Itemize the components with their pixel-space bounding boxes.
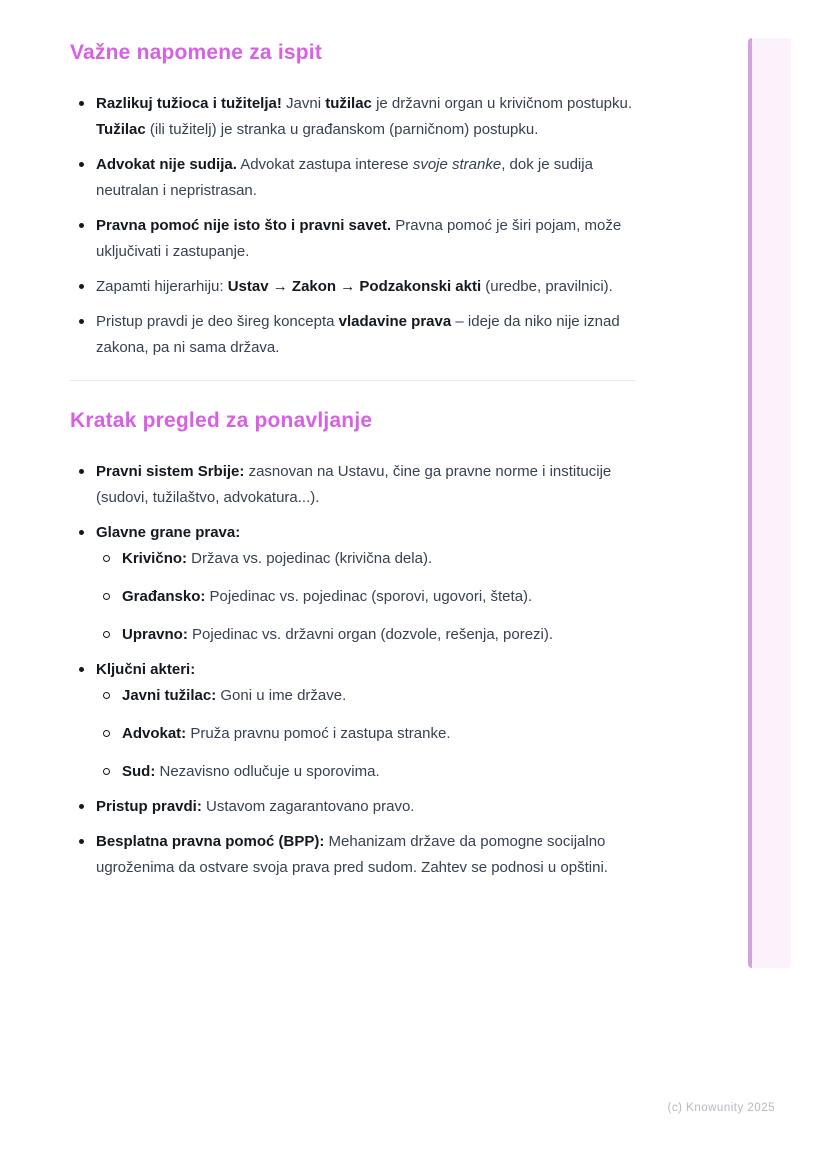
text-segment: Pojedinac vs. državni organ (dozvole, rešenja, porezi). <box>187 626 554 643</box>
list-item <box>70 829 636 881</box>
document-content <box>70 40 636 890</box>
text-segment: Goni u ime države. <box>216 687 347 704</box>
text-segment: Ključni akteri: <box>96 661 196 678</box>
text-segment: Pristup pravdi: <box>96 798 202 815</box>
text-segment: svoje stranke <box>412 156 502 173</box>
list-item-text <box>122 687 346 704</box>
list-item-text <box>122 588 532 605</box>
list-item <box>70 459 636 511</box>
text-segment: Sud: <box>122 763 156 780</box>
text-segment: Razlikuj tužioca i tužitelja! <box>96 95 282 112</box>
list-item <box>70 657 636 785</box>
list-item-text <box>96 278 613 295</box>
list-item <box>70 309 636 361</box>
list-item-text <box>96 798 414 815</box>
text-segment: Krivično: <box>122 550 188 567</box>
text-segment: Pruža pravnu pomoć i zastupa stranke. <box>186 725 451 742</box>
bullet-list <box>70 91 636 361</box>
text-segment: je državni organ u krivičnom postupku. <box>371 95 633 112</box>
text-segment: Pravna pomoć je širi pojam, može uključivati i zastupanje. <box>96 217 622 260</box>
sub-list-item <box>96 721 636 747</box>
text-segment: , dok je sudija neutralan i nepristrasan. <box>96 156 593 199</box>
sub-bullet-list <box>96 683 636 785</box>
text-segment: Javni <box>281 95 326 112</box>
text-segment: Ustav → Zakon → Podzakonski akti <box>227 278 482 295</box>
sub-bullet-list <box>96 546 636 648</box>
text-segment: – ideje da niko nije iznad zakona, pa ni sama država. <box>96 313 620 356</box>
bullet-list <box>70 459 636 881</box>
text-segment: Pravni sistem Srbije: <box>96 463 245 480</box>
text-segment: vladavine prava <box>338 313 452 330</box>
list-item-text <box>122 763 380 780</box>
list-item <box>70 794 636 820</box>
list-item-text <box>122 626 553 643</box>
text-segment: Zapamti hijerarhiju: <box>96 278 228 295</box>
text-segment: Advokat: <box>122 725 187 742</box>
sub-list-item <box>96 546 636 572</box>
list-item-text <box>96 156 593 199</box>
list-item <box>70 274 636 300</box>
list-item <box>70 91 636 143</box>
list-item <box>70 213 636 265</box>
sub-list-item <box>96 622 636 648</box>
list-item <box>70 152 636 204</box>
text-segment: Pristup pravdi je deo šireg koncepta <box>96 313 339 330</box>
text-segment: Advokat nije sudija. <box>96 156 237 173</box>
section-heading: Kratak pregled za ponavljanje <box>70 409 373 432</box>
text-segment: Tužilac <box>96 121 146 138</box>
list-item-text <box>96 313 620 356</box>
text-segment: Država vs. pojedinac (krivična dela). <box>187 550 433 567</box>
section-divider <box>70 380 636 381</box>
list-item-text <box>96 463 611 506</box>
text-segment: Advokat zastupa interese <box>236 156 413 173</box>
text-segment: tužilac <box>325 95 372 112</box>
copyright-text: (c) Knowunity 2025 <box>667 1102 775 1114</box>
text-segment: Građansko: <box>122 588 206 605</box>
list-item-text <box>122 550 432 567</box>
section-heading: Važne napomene za ispit <box>70 41 323 64</box>
list-item-text <box>122 725 451 742</box>
text-segment: Pojedinac vs. pojedinac (sporovi, ugovori, šteta). <box>205 588 533 605</box>
text-segment: Besplatna pravna pomoć (BPP): <box>96 833 325 850</box>
list-item-text <box>96 524 240 541</box>
text-segment: Javni tužilac: <box>122 687 217 704</box>
text-segment: Ustavom zagarantovano pravo. <box>201 798 415 815</box>
sub-list-item <box>96 759 636 785</box>
text-segment: Nezavisno odlučuje u sporovima. <box>155 763 380 780</box>
text-segment: zasnovan na Ustavu, čine ga pravne norme i institucije (sudovi, tužilaštvo, advokatura...). <box>96 463 612 506</box>
side-accent-bar <box>748 38 791 968</box>
list-item-text <box>96 217 621 260</box>
list-item <box>70 520 636 648</box>
text-segment: Upravno: <box>122 626 188 643</box>
section-vazne-napomene-za-ispit <box>70 40 636 361</box>
section-kratak-pregled-za-ponavljanje <box>70 408 636 881</box>
text-segment: Mehanizam države da pomogne socijalno ugroženima da ostvare svoja prava pred sudom. Zahtev se podnosi u opštini. <box>96 833 608 876</box>
sub-list-item <box>96 584 636 610</box>
list-item-text <box>96 833 608 876</box>
text-segment: Glavne grane prava: <box>96 524 241 541</box>
text-segment: (uredbe, pravilnici). <box>481 278 613 295</box>
text-segment: (ili tužitelj) je stranka u građanskom (parničnom) postupku. <box>145 121 539 138</box>
text-segment: Pravna pomoć nije isto što i pravni savet. <box>96 217 392 234</box>
page-footer <box>668 1102 775 1114</box>
sub-list-item <box>96 683 636 709</box>
list-item-text <box>96 95 632 138</box>
list-item-text <box>96 661 195 678</box>
